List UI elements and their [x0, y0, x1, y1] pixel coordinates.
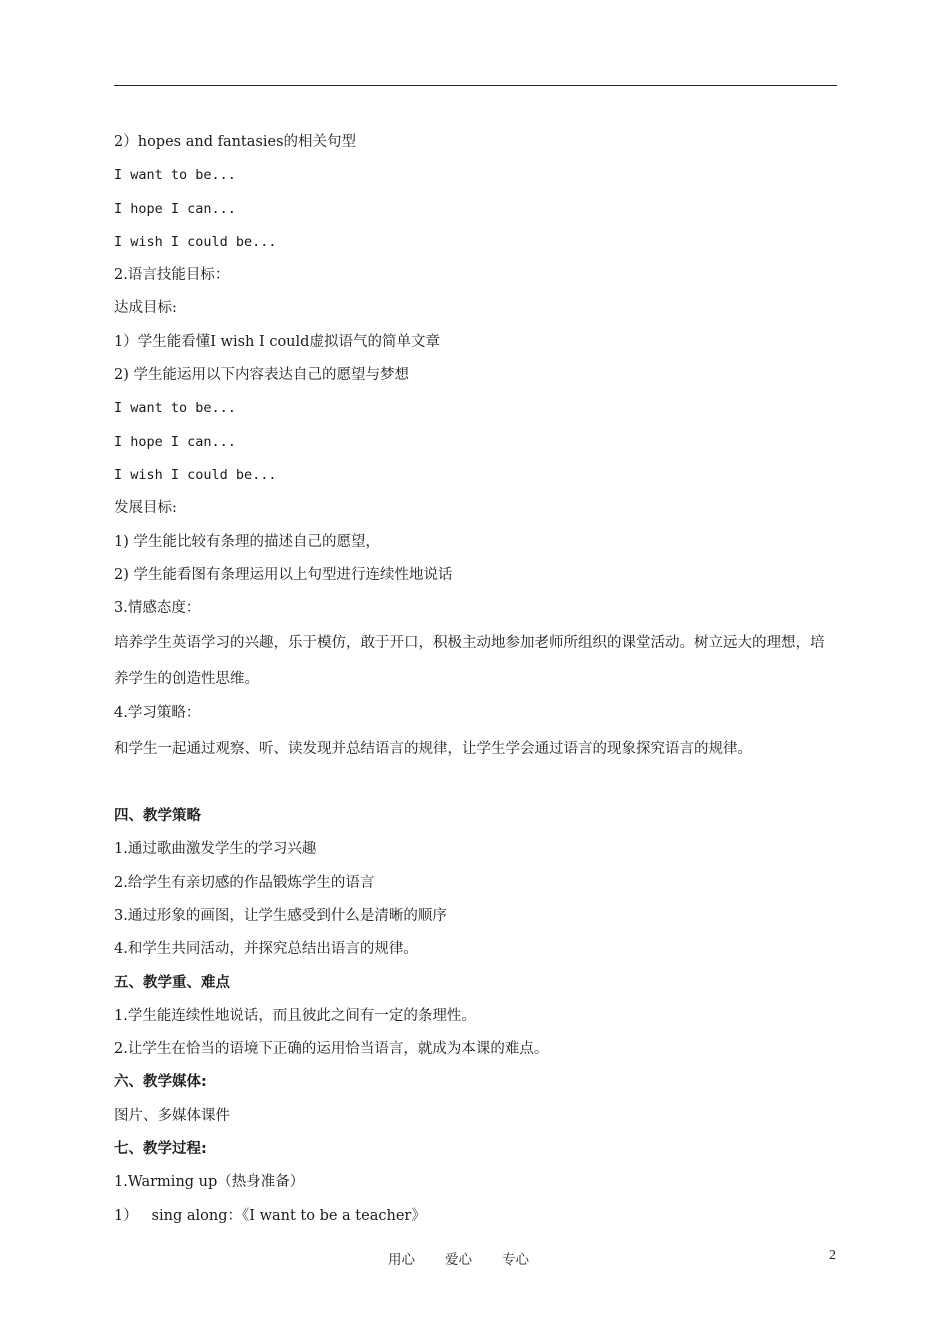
- text-line: I wish I could be...: [114, 466, 277, 483]
- list-item: 2.让学生在恰当的语境下正确的运用恰当语言，就成为本课的难点。: [114, 1041, 549, 1058]
- motto-word: 用心: [388, 1252, 415, 1268]
- section-heading: 四、教学策略: [114, 808, 201, 825]
- footer-motto: [388, 1248, 529, 1268]
- text-line: 4.学习策略：: [114, 705, 201, 722]
- section-heading: 七、教学过程:: [114, 1141, 207, 1158]
- text-line: 达成目标:: [114, 300, 177, 317]
- text-line: I wish I could be...: [114, 233, 277, 250]
- text-line: I hope I can...: [114, 433, 236, 450]
- text-line: 2) 学生能运用以下内容表达自己的愿望与梦想: [114, 367, 409, 384]
- motto-word: 专心: [502, 1252, 529, 1268]
- text-line: 1）学生能看懂I wish I could虚拟语气的简单文章: [114, 333, 440, 350]
- list-item: 1.学生能连续性地说话，而且彼此之间有一定的条理性。: [114, 1007, 476, 1024]
- text-line: 2) 学生能看图有条理运用以上句型进行连续性地说话: [114, 566, 453, 583]
- text-line: I want to be...: [114, 167, 236, 184]
- list-item: 4.和学生共同活动，并探究总结出语言的规律。: [114, 941, 418, 958]
- blank-line: [114, 767, 837, 800]
- list-item: 1） sing along：《I want to be a teacher》: [114, 1207, 426, 1224]
- text-line: 1) 学生能比较有条理的描述自己的愿望，: [114, 533, 380, 550]
- list-item: 3.通过形象的画图，让学生感受到什么是清晰的顺序: [114, 907, 447, 924]
- text-line: 2）hopes and fantasies的相关句型: [114, 134, 357, 150]
- list-item: 1.Warming up（热身准备）: [114, 1174, 305, 1191]
- text-line: 发展目标:: [114, 500, 177, 517]
- emotion-paragraph: 培养学生英语学习的兴趣，乐于模仿，敢于开口，积极主动地参加老师所组织的课堂活动。树立远大的理想，培养学生的创造性思维。: [114, 635, 825, 688]
- text-line: 2.语言技能目标：: [114, 267, 230, 284]
- text-line: I want to be...: [114, 400, 236, 417]
- strategy-paragraph: 和学生一起通过观察、听、读发现并总结语言的规律，让学生学会通过语言的现象探究语言的规律。: [114, 740, 752, 757]
- list-item: 2.给学生有亲切感的作品锻炼学生的语言: [114, 874, 375, 891]
- section-heading: 五、教学重、难点: [114, 974, 230, 991]
- motto-word: 爱心: [445, 1252, 472, 1268]
- list-item: 图片、多媒体课件: [114, 1107, 230, 1124]
- header-rule: [114, 85, 837, 86]
- text-line: I hope I can...: [114, 200, 236, 217]
- page-number: 2: [829, 1248, 836, 1263]
- document-body: [114, 126, 837, 1233]
- section-heading: 六、教学媒体:: [114, 1074, 207, 1091]
- list-item: 1.通过歌曲激发学生的学习兴趣: [114, 841, 317, 858]
- text-line: 3.情感态度：: [114, 600, 201, 617]
